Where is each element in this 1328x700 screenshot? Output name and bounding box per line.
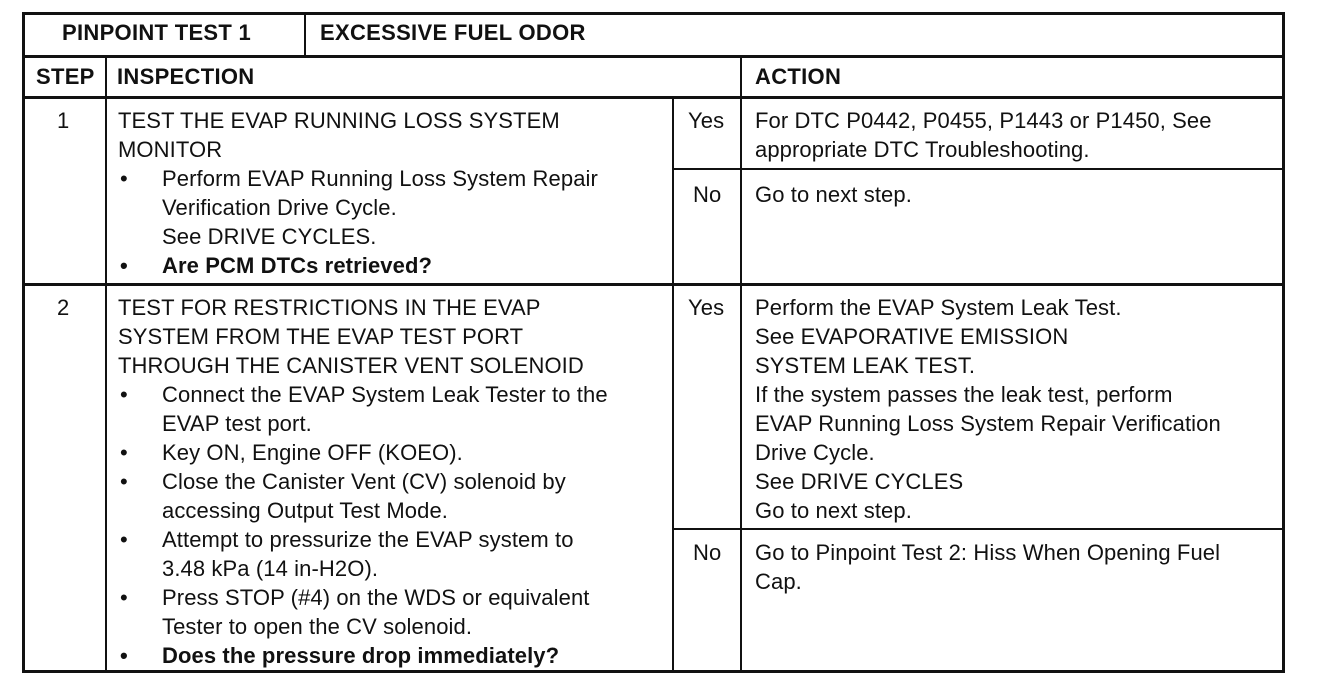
bullet-line: Verification Drive Cycle. xyxy=(162,195,397,220)
bullet-line: • Key ON, Engine OFF (KOEO). xyxy=(162,440,463,465)
no-action xyxy=(755,538,1283,596)
bullet-line: • Close the Canister Vent (CV) solenoid by xyxy=(162,469,566,494)
inspection-question xyxy=(118,251,668,280)
action-line: appropriate DTC Troubleshooting. xyxy=(755,137,1090,162)
action-line: Go to next step. xyxy=(755,498,912,523)
inspection-bullets xyxy=(118,164,668,280)
no-label: No xyxy=(693,182,722,207)
column-header-action: ACTION xyxy=(755,64,842,89)
bullet-line: • Are PCM DTCs retrieved? xyxy=(162,253,433,278)
action-line: Go to Pinpoint Test 2: Hiss When Opening Fuel xyxy=(755,540,1221,565)
action-line: See EVAPORATIVE EMISSION xyxy=(755,324,1069,349)
step2-yes-no-divider xyxy=(674,528,1285,530)
action-line: Perform the EVAP System Leak Test. xyxy=(755,295,1122,320)
test-label: PINPOINT TEST 1 xyxy=(62,20,252,45)
action-line: EVAP Running Loss System Repair Verification xyxy=(755,411,1221,436)
inspection-bullet xyxy=(118,438,670,467)
bullet-line: 3.48 kPa (14 in-H2O). xyxy=(162,556,379,581)
header-divider xyxy=(22,55,1285,58)
column-header-divider xyxy=(22,96,1285,99)
step-col-divider xyxy=(105,56,107,673)
inspection-bullet xyxy=(118,164,668,251)
column-header-inspection: INSPECTION xyxy=(117,64,255,89)
bullet-line: Tester to open the CV solenoid. xyxy=(162,614,473,639)
inspection-heading-line: TEST THE EVAP RUNNING LOSS SYSTEM xyxy=(118,108,560,133)
action-line: Cap. xyxy=(755,569,802,594)
bullet-line: EVAP test port. xyxy=(162,411,312,436)
action-line: For DTC P0442, P0455, P1443 or P1450, See xyxy=(755,108,1212,133)
bullet-line: • Press STOP (#4) on the WDS or equivalent xyxy=(162,585,590,610)
column-header-step: STEP xyxy=(36,64,95,89)
inspection-bullet xyxy=(118,583,670,641)
inspection-heading-line: TEST FOR RESTRICTIONS IN THE EVAP xyxy=(118,295,541,320)
yes-label: Yes xyxy=(688,295,725,320)
action-line: SYSTEM LEAK TEST. xyxy=(755,353,976,378)
action-col-divider xyxy=(740,56,742,673)
step-number: 2 xyxy=(57,295,70,320)
inspection-bullets xyxy=(118,380,670,670)
step1-yes-no-divider xyxy=(674,168,1285,170)
step-number: 1 xyxy=(57,108,70,133)
inspection-heading-line: SYSTEM FROM THE EVAP TEST PORT xyxy=(118,324,524,349)
bullet-line: accessing Output Test Mode. xyxy=(162,498,449,523)
bullet-line: See DRIVE CYCLES. xyxy=(162,224,377,249)
action-line: See DRIVE CYCLES xyxy=(755,469,964,494)
yes-label: Yes xyxy=(688,108,725,133)
step-inspection xyxy=(118,106,668,280)
yes-action xyxy=(755,293,1283,525)
action-line: Drive Cycle. xyxy=(755,440,875,465)
inspection-question xyxy=(118,641,670,670)
inspection-heading-line: MONITOR xyxy=(118,137,223,162)
inspection-bullet xyxy=(118,380,670,438)
bullet-line: • Perform EVAP Running Loss System Repair xyxy=(162,166,598,191)
answer-col-divider xyxy=(672,97,674,673)
no-action xyxy=(755,180,1280,209)
bullet-line: • Does the pressure drop immediately? xyxy=(162,643,560,668)
action-line: Go to next step. xyxy=(755,182,912,207)
step-divider xyxy=(22,283,1285,286)
bullet-line: • Attempt to pressurize the EVAP system to xyxy=(162,527,574,552)
bullet-line: • Connect the EVAP System Leak Tester to the xyxy=(162,382,608,407)
test-title: EXCESSIVE FUEL ODOR xyxy=(320,20,586,45)
no-label: No xyxy=(693,540,722,565)
action-line: If the system passes the leak test, perform xyxy=(755,382,1173,407)
title-divider xyxy=(304,12,306,56)
inspection-heading-line: THROUGH THE CANISTER VENT SOLENOID xyxy=(118,353,584,378)
inspection-bullet xyxy=(118,467,670,525)
inspection-bullet xyxy=(118,525,670,583)
step-inspection xyxy=(118,293,670,670)
yes-action xyxy=(755,106,1280,164)
